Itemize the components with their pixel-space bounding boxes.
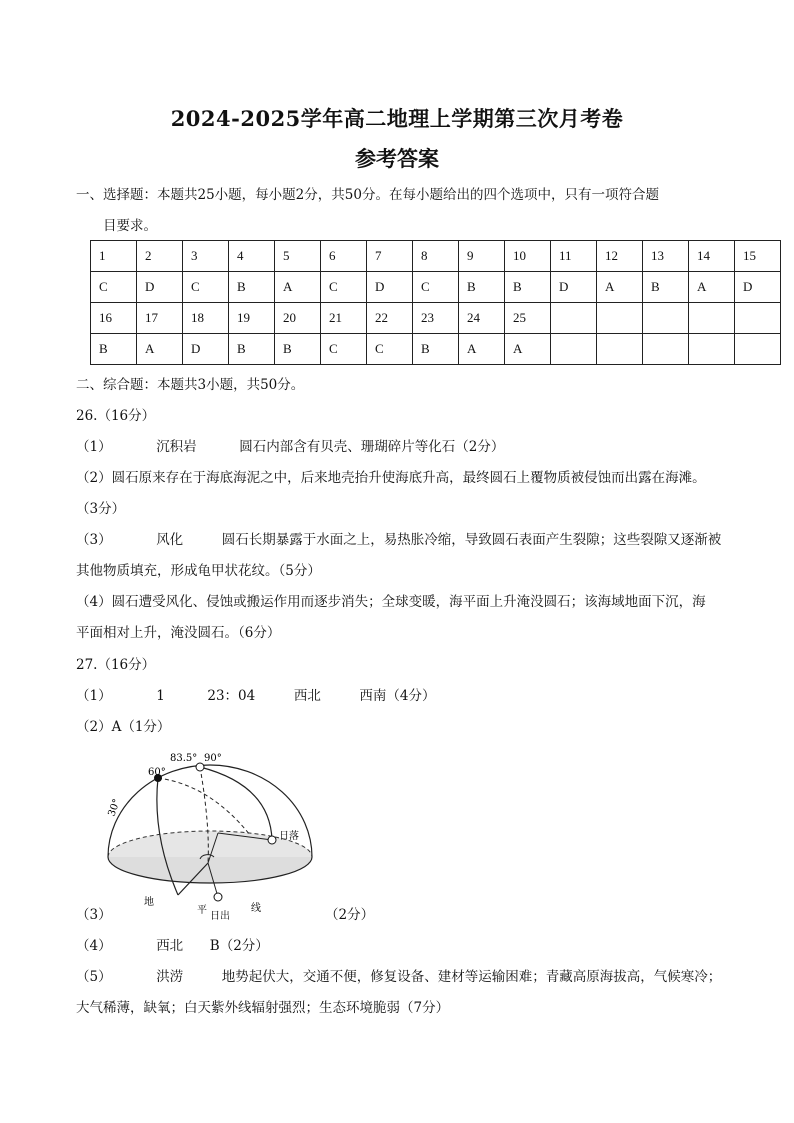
label-horizon-xian: 线 — [251, 903, 261, 914]
answer-table-cell: 3 — [183, 241, 229, 272]
section2-heading: 二、综合题：本题共3小题，共50分。 — [76, 377, 305, 393]
answer-table-cell: D — [137, 272, 183, 303]
answer-table-cell: 11 — [551, 241, 597, 272]
answer-table-cell — [735, 334, 781, 365]
sun-path-dashed — [158, 778, 250, 835]
answer-table-cell: B — [229, 272, 275, 303]
answer-table-cell: B — [91, 334, 137, 365]
answer-table-cell: A — [597, 272, 643, 303]
answer-table-cell: D — [183, 334, 229, 365]
answer-table-row — [91, 334, 781, 365]
sunrise-point — [214, 893, 222, 901]
answer-table-cell — [643, 334, 689, 365]
answer-table-cell: D — [735, 272, 781, 303]
answer-table-cell: 22 — [367, 303, 413, 334]
answer-table-cell: B — [643, 272, 689, 303]
answer-table-cell: 23 — [413, 303, 459, 334]
q26-part1-answer-a: 沉积岩 — [156, 439, 197, 455]
q26-part3-answer-b: 圆石长期暴露于水面之上，易热胀冷缩，导致圆石表面产生裂隙；这些裂隙又逐渐被 — [221, 532, 722, 548]
q27-part3-score: （2分） — [325, 907, 375, 923]
answer-table-cell: 14 — [689, 241, 735, 272]
label-sunrise: 日出 — [210, 911, 230, 922]
answer-table-row — [91, 241, 781, 272]
q27-part4 — [76, 936, 269, 956]
answer-table-cell — [643, 303, 689, 334]
answer-table-cell: 17 — [137, 303, 183, 334]
q27-part5-answer-b: 地势起伏大，交通不便，修复设备、建材等运输困难；青藏高原海拔高，气候寒冷； — [221, 969, 722, 985]
q26-part4: （4）圆石遭受风化、侵蚀或搬运作用而逐步消失；全球变暖，海平面上升淹没圆石；该海域地面下沉，海 — [76, 594, 706, 610]
label-horizon-di: 地 — [144, 897, 154, 908]
page-title: 2024-2025学年高二地理上学期第三次月考卷 — [170, 106, 624, 131]
answer-table-cell: 8 — [413, 241, 459, 272]
answer-table-cell: A — [137, 334, 183, 365]
answer-table-cell: C — [367, 334, 413, 365]
label-83-5: 83.5° — [170, 753, 198, 764]
answer-table-cell: 15 — [735, 241, 781, 272]
zenith-point — [196, 763, 204, 771]
q27-part1-answer-a: 1 — [156, 688, 165, 704]
q27-part4-answer-b: B（2分） — [209, 938, 269, 954]
q26-label: 26.（16分） — [76, 408, 156, 424]
answer-table-cell — [597, 303, 643, 334]
q27-part3-num: （3） — [76, 907, 112, 923]
label-sunset: 日落 — [279, 831, 299, 842]
answer-table-cell: 20 — [275, 303, 321, 334]
answer-table-row — [91, 272, 781, 303]
q27-part1-answer-b: 23：04 — [207, 688, 256, 704]
answer-table-cell: B — [229, 334, 275, 365]
sunset-point — [268, 836, 276, 844]
q27-part1 — [76, 686, 436, 706]
page-subtitle: 参考答案 — [355, 146, 439, 171]
answer-table-cell: C — [413, 272, 459, 303]
answer-table-cell: 1 — [91, 241, 137, 272]
q26-part3-answer-a: 风化 — [156, 532, 184, 548]
q26-part3 — [76, 530, 721, 550]
label-horizon-ping: 平 — [197, 905, 207, 916]
answer-table-cell: 5 — [275, 241, 321, 272]
q27-part1-answer-d: 西南（4分） — [359, 688, 436, 704]
q27-part1-num: （1） — [76, 688, 112, 704]
answer-table-cell: 6 — [321, 241, 367, 272]
answer-table-row — [91, 303, 781, 334]
answer-table-cell: 9 — [459, 241, 505, 272]
q27-part4-num: （4） — [76, 938, 112, 954]
answer-table-cell: 13 — [643, 241, 689, 272]
q26-part3-num: （3） — [76, 532, 112, 548]
q26-part2: （2）圆石原来存在于海底海泥之中，后来地壳抬升使海底升高，最终圆石上覆物质被侵蚀而出露在海滩。 — [76, 470, 706, 486]
answer-table-cell: C — [321, 272, 367, 303]
section1-heading-cont: 目要求。 — [103, 218, 157, 234]
answer-table-cell: 7 — [367, 241, 413, 272]
answer-table-cell: 16 — [91, 303, 137, 334]
section1-heading: 一、选择题：本题共25小题，每小题2分，共50分。在每小题给出的四个选项中，只有一项符合题 — [76, 187, 659, 203]
answer-table-cell: 25 — [505, 303, 551, 334]
label-30: 30° — [106, 797, 123, 819]
answer-table-cell: 24 — [459, 303, 505, 334]
answer-table-cell: C — [183, 272, 229, 303]
answer-table-cell: A — [275, 272, 321, 303]
q26-part4-cont: 平面相对上升，淹没圆石。（6分） — [76, 625, 281, 641]
answer-table-cell: 2 — [137, 241, 183, 272]
answer-table-cell: 10 — [505, 241, 551, 272]
q26-part2-cont: （3分） — [76, 501, 126, 517]
answer-table-cell — [551, 303, 597, 334]
answer-table-cell: B — [413, 334, 459, 365]
q27-part4-answer-a: 西北 — [156, 938, 184, 954]
answer-table-cell: D — [551, 272, 597, 303]
q26-part1 — [76, 437, 504, 457]
answer-table-cell: A — [505, 334, 551, 365]
answer-table-cell: D — [367, 272, 413, 303]
answer-table-cell — [735, 303, 781, 334]
answer-table-cell — [551, 334, 597, 365]
answer-table-cell: A — [459, 334, 505, 365]
answer-table-cell: 12 — [597, 241, 643, 272]
answer-table-cell — [689, 303, 735, 334]
answer-table-cell: C — [91, 272, 137, 303]
q27-part5 — [76, 967, 721, 987]
answer-table-cell: 19 — [229, 303, 275, 334]
answer-table-cell: C — [321, 334, 367, 365]
answer-table-cell — [597, 334, 643, 365]
q27-part5-num: （5） — [76, 969, 112, 985]
q26-part1-num: （1） — [76, 439, 112, 455]
q27-part2: （2）A（1分） — [76, 719, 171, 735]
q26-part3-cont: 其他物质填充，形成龟甲状花纹。（5分） — [76, 563, 321, 579]
q27-part5-cont: 大气稀薄，缺氧；白天紫外线辐射强烈；生态环境脆弱（7分） — [76, 1000, 450, 1016]
answer-table-cell: A — [689, 272, 735, 303]
q27-part1-answer-c: 西北 — [293, 688, 321, 704]
answer-table-cell: 4 — [229, 241, 275, 272]
answer-table-cell: 18 — [183, 303, 229, 334]
answer-table-cell: B — [459, 272, 505, 303]
answer-table-cell: B — [275, 334, 321, 365]
q26-part1-answer-b: 圆石内部含有贝壳、珊瑚碎片等化石（2分） — [239, 439, 505, 455]
q27-label: 27.（16分） — [76, 657, 156, 673]
answer-table-cell: 21 — [321, 303, 367, 334]
answer-table-cell: B — [505, 272, 551, 303]
answer-table — [90, 240, 781, 365]
answer-table-cell — [689, 334, 735, 365]
label-60: 60° — [148, 767, 166, 778]
label-90: 90° — [204, 753, 222, 764]
sun-path-diagram — [100, 745, 320, 923]
q27-part5-answer-a: 洪涝 — [156, 969, 184, 985]
